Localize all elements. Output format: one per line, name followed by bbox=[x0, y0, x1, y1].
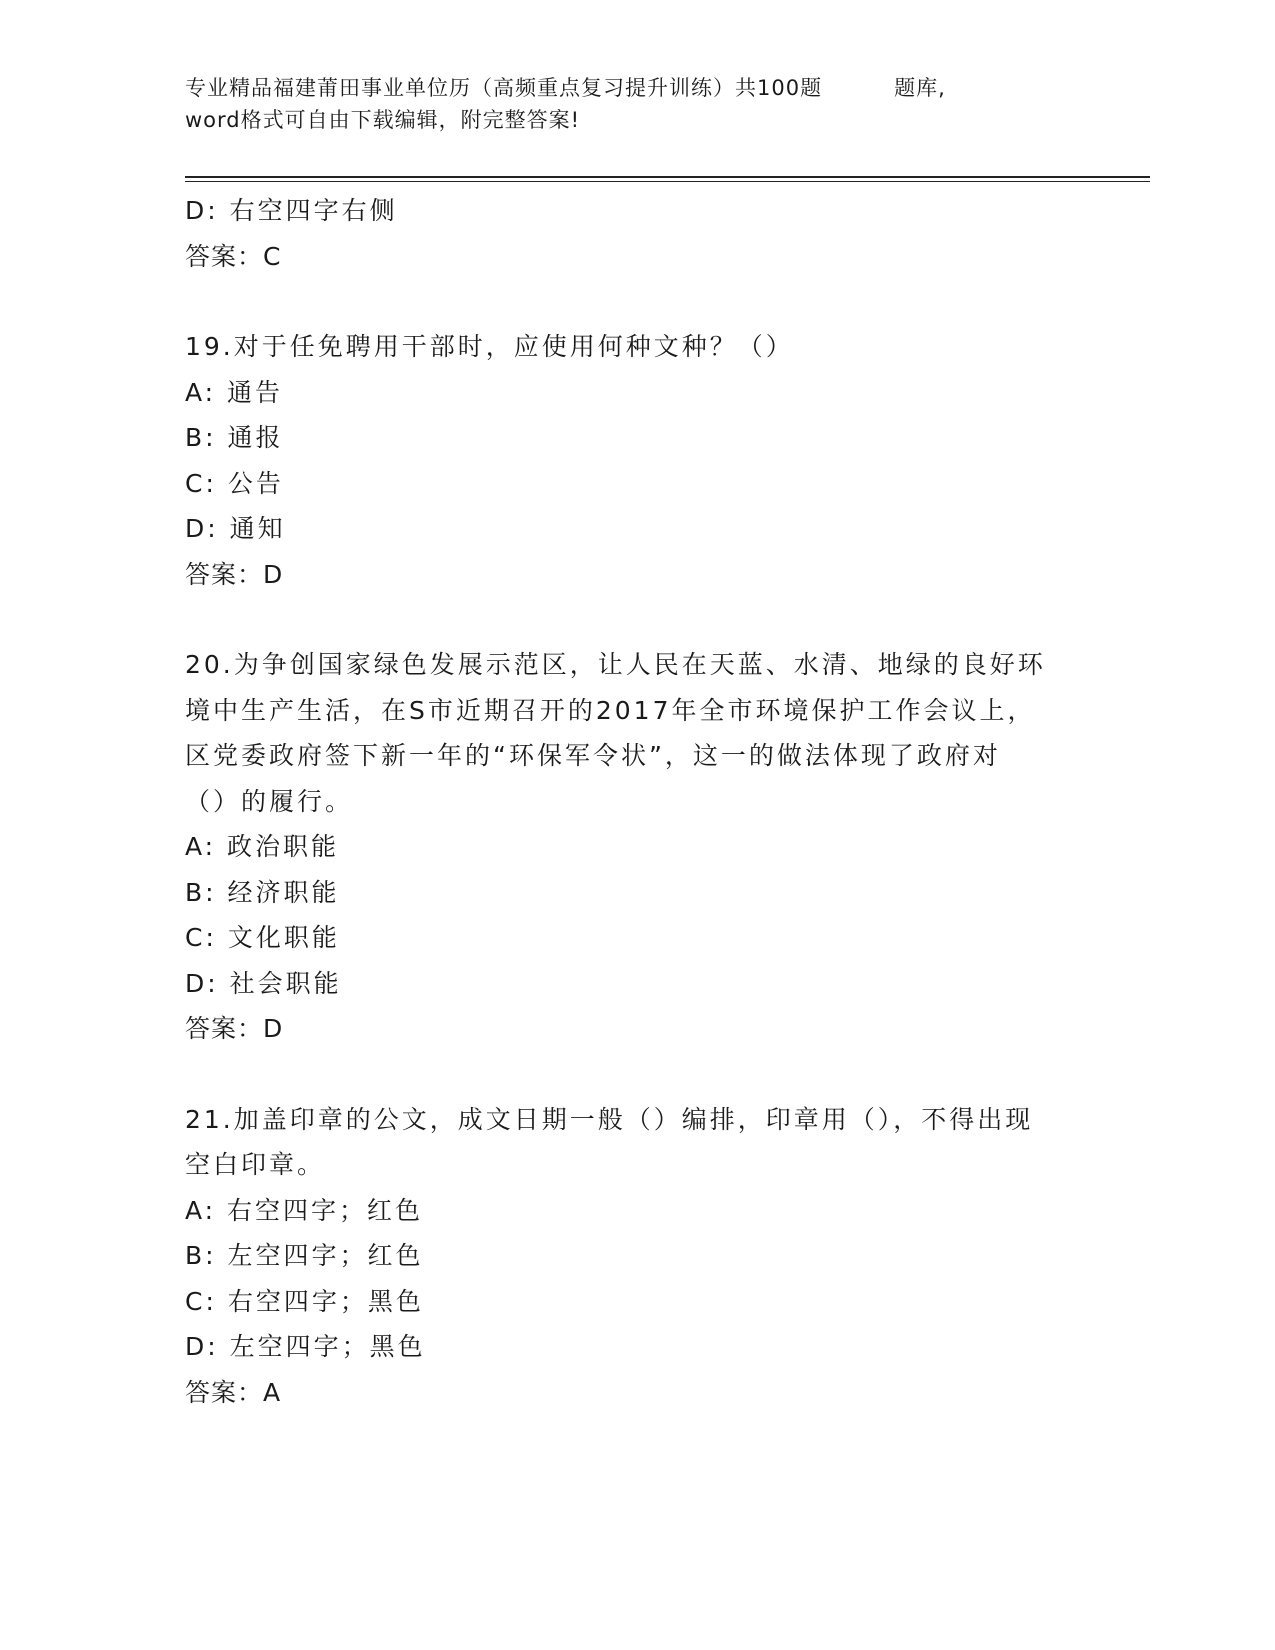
option-a: A: 通告 bbox=[185, 377, 284, 407]
question-stem-line: 区党委政府签下新一年的“环保军令状”，这一的做法体现了政府对 bbox=[185, 741, 1001, 770]
header-line-1 bbox=[185, 72, 1065, 104]
option-c: C: 公告 bbox=[185, 468, 284, 498]
option-d: D: 社会职能 bbox=[185, 968, 342, 998]
document-header bbox=[185, 72, 1065, 136]
option-a: A: 政治职能 bbox=[185, 832, 340, 861]
header-divider-thick bbox=[185, 176, 1150, 178]
question-stem-line: （）的履行。 bbox=[185, 786, 354, 816]
option-c: C: 文化职能 bbox=[185, 923, 340, 952]
option-c: C: 右空四字；黑色 bbox=[185, 1286, 424, 1316]
question-stem-line: 空白印章。 bbox=[185, 1150, 326, 1179]
header-title: 专业精品福建莆田事业单位历（高频重点复习提升训练）共100题 bbox=[185, 76, 823, 100]
question-stem-line: 20.为争创国家绿色发展示范区，让人民在天蓝、水清、地绿的良好环 bbox=[185, 650, 1046, 679]
question-stem-line: 境中生产生活，在S市近期召开的2017年全市环境保护工作会议上， bbox=[185, 695, 1036, 725]
option-d: D: 通知 bbox=[185, 514, 286, 543]
header-title-suffix: 题库, bbox=[894, 76, 946, 100]
option-b: B: 经济职能 bbox=[185, 877, 340, 907]
option-a: A: 右空四字；红色 bbox=[185, 1195, 424, 1225]
answer-label: 答案：C bbox=[185, 241, 282, 271]
header-line-2: word格式可自由下载编辑，附完整答案! bbox=[185, 108, 581, 132]
answer-label: 答案：A bbox=[185, 1377, 282, 1407]
answer-label: 答案：D bbox=[185, 1014, 284, 1043]
header-divider-thin bbox=[185, 181, 1150, 182]
question-stem: 19.对于任免聘用干部时，应使用何种文种？（） bbox=[185, 332, 794, 361]
option-d: D: 右空四字右侧 bbox=[185, 196, 398, 225]
option-d: D: 左空四字；黑色 bbox=[185, 1332, 426, 1361]
option-b: B: 左空四字；红色 bbox=[185, 1241, 424, 1270]
option-b: B: 通报 bbox=[185, 423, 284, 452]
answer-label: 答案：D bbox=[185, 559, 284, 589]
question-list bbox=[185, 188, 1085, 1415]
question-stem-line: 21.加盖印章的公文，成文日期一般（）编排，印章用（），不得出现 bbox=[185, 1104, 1034, 1134]
